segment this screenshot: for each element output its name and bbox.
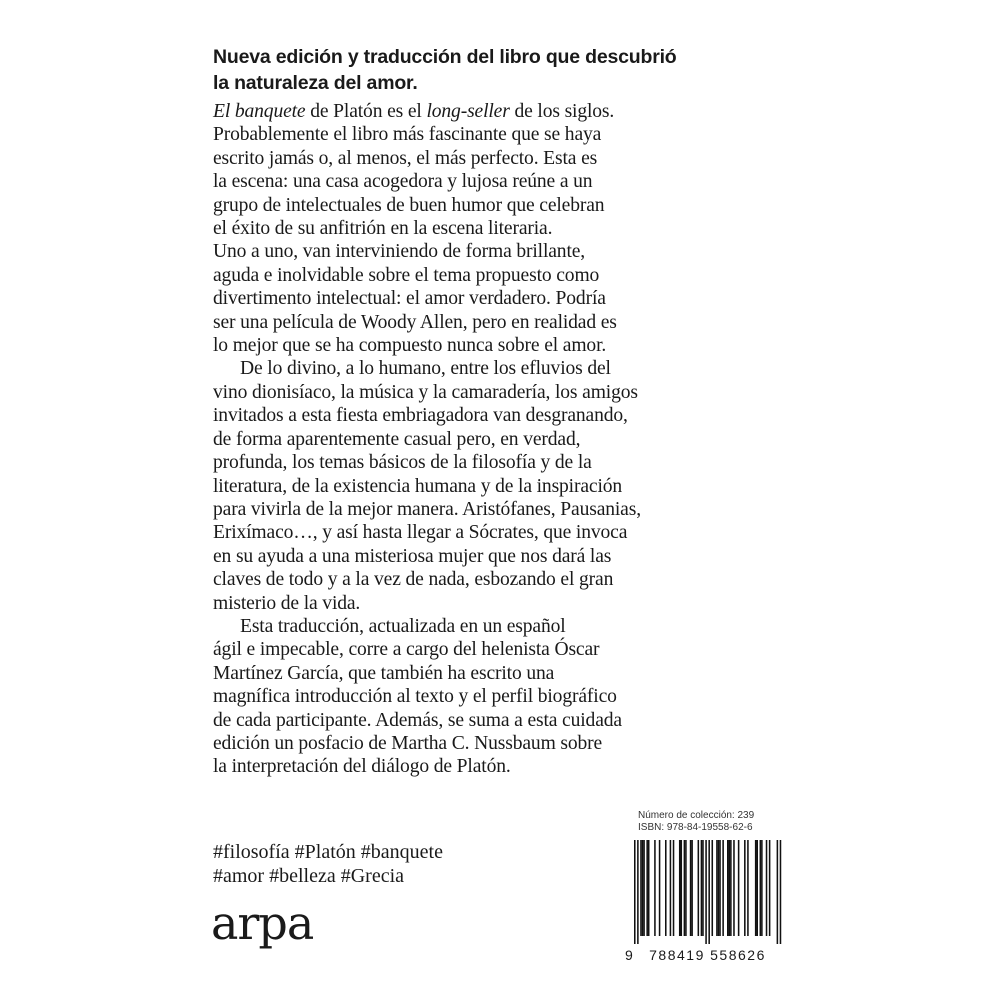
hashtags xyxy=(213,841,443,888)
text-line: escrito jamás o, al menos, el más perfecto. Esta es xyxy=(213,147,598,169)
text-fragment: de Platón es el xyxy=(305,101,427,122)
barcode-bar xyxy=(701,840,703,936)
text-line: misterio de la vida. xyxy=(213,592,361,614)
text-line: Probablemente el libro más fascinante que se haya xyxy=(213,124,602,146)
barcode-bar xyxy=(643,840,645,936)
text-line: profunda, los temas básicos de la filosofía y de la xyxy=(213,452,592,474)
barcode-bar xyxy=(708,840,710,944)
text-line: Martínez García, que también ha escrito una xyxy=(213,662,555,684)
text-line: grupo de intelectuales de buen humor que celebran xyxy=(213,194,605,216)
text-line: edición un posfacio de Martha C. Nussbaum sobre xyxy=(213,732,603,754)
barcode-digits-right: 558626 xyxy=(710,947,766,963)
barcode-bar xyxy=(691,840,693,936)
barcode-bars xyxy=(634,840,781,944)
barcode-bar xyxy=(637,840,639,944)
text-line: claves de todo y a la vez de nada, esbozando el gran xyxy=(213,569,614,591)
barcode-bar xyxy=(673,840,675,936)
barcode-bar xyxy=(780,840,782,944)
long-seller-italic: long-seller xyxy=(426,101,510,122)
collection-number: Número de colección: 239 xyxy=(638,810,755,821)
barcode-bar xyxy=(690,840,692,936)
isbn-text: ISBN: 978-84-19558-62-6 xyxy=(638,822,753,833)
synopsis-paragraph-1 xyxy=(213,100,793,357)
isbn-barcode xyxy=(620,838,782,964)
text-line: ágil e impecable, corre a cargo del helenista Óscar xyxy=(213,639,600,661)
barcode-bar xyxy=(685,840,687,936)
barcode-bar xyxy=(755,840,757,936)
text-line: De lo divino, a lo humano, entre los efluvios del xyxy=(240,358,611,380)
barcode-bar xyxy=(730,840,732,936)
text-line xyxy=(213,100,793,123)
text-line: lo mejor que se ha compuesto nunca sobre el amor. xyxy=(213,335,607,357)
barcode-bar xyxy=(642,840,644,936)
barcode-bar xyxy=(777,840,779,944)
text-line: de cada participante. Además, se suma a esta cuidada xyxy=(213,709,622,731)
hashtags-line-1: #filosofía #Platón #banquete xyxy=(213,841,443,863)
headline-line-1: Nueva edición y traducción del libro que descubrió xyxy=(213,46,677,68)
text-line: vino dionisíaco, la música y la camaradería, los amigos xyxy=(213,381,638,403)
text-line: divertimento intelectual: el amor verdadero. Podría xyxy=(213,288,606,310)
hashtags-line-2: #amor #belleza #Grecia xyxy=(213,864,405,887)
barcode-meta xyxy=(620,810,782,834)
barcode-bar xyxy=(716,840,718,936)
barcode-bar xyxy=(670,840,672,936)
text-line: Erixímaco…, y así hasta llegar a Sócrates, que invoca xyxy=(213,522,628,544)
barcode-bar xyxy=(744,840,746,936)
barcode-bar xyxy=(634,840,636,944)
back-cover-headline xyxy=(213,44,773,96)
publisher-logo: arpa xyxy=(211,896,314,950)
barcode-bar xyxy=(654,840,656,936)
text-line: la escena: una casa acogedora y lujosa reúne a un xyxy=(213,171,593,193)
synopsis-paragraph-2 xyxy=(213,357,793,614)
barcode-bar xyxy=(679,840,681,936)
synopsis-paragraph-3 xyxy=(213,615,793,779)
headline-line-2: la naturaleza del amor. xyxy=(213,72,418,94)
barcode-bar xyxy=(719,840,721,936)
barcode-bar xyxy=(727,840,729,936)
barcode-bar xyxy=(684,840,686,936)
barcode-bar xyxy=(738,840,740,936)
barcode-block xyxy=(620,810,782,965)
barcode-bar xyxy=(705,840,707,944)
barcode-bar xyxy=(729,840,731,936)
synopsis xyxy=(213,100,793,779)
barcode-bar xyxy=(665,840,667,936)
text-line: invitados a esta fiesta embriagadora van desgranando, xyxy=(213,405,628,427)
text-line: en su ayuda a una misteriosa mujer que nos dará las xyxy=(213,545,612,567)
barcode-bar xyxy=(681,840,683,936)
barcode-bar xyxy=(769,840,771,936)
text-line: Uno a uno, van interviniendo de forma brillante, xyxy=(213,241,586,263)
barcode-bar xyxy=(659,840,661,936)
barcode-bar xyxy=(761,840,763,936)
barcode-bar xyxy=(640,840,642,936)
text-line: ser una película de Woody Allen, pero en realidad es xyxy=(213,311,617,333)
barcode-bar xyxy=(766,840,768,936)
text-line: el éxito de su anfitrión en la escena literaria. xyxy=(213,218,553,240)
text-line: aguda e inolvidable sobre el tema propuesto como xyxy=(213,264,600,286)
barcode-bar xyxy=(756,840,758,936)
barcode-bar xyxy=(698,840,700,936)
barcode-bar xyxy=(733,840,735,936)
barcode-digits-left: 788419 xyxy=(649,947,705,963)
barcode-bar xyxy=(646,840,648,936)
barcode-bar xyxy=(760,840,762,936)
text-line: para vivirla de la mejor manera. Aristófanes, Pausanias, xyxy=(213,498,641,520)
text-line: literatura, de la existencia humana y de la inspiración xyxy=(213,475,623,497)
text-fragment: de los siglos. xyxy=(509,101,615,122)
text-line: de forma aparentemente casual pero, en verdad, xyxy=(213,428,581,450)
barcode-bar xyxy=(712,840,714,936)
text-line: magnífica introducción al texto y el perfil biográfico xyxy=(213,686,617,708)
barcode-bar xyxy=(702,840,704,936)
book-title-italic: El banquete xyxy=(213,101,306,122)
barcode-bar xyxy=(648,840,650,936)
barcode-bar xyxy=(747,840,749,936)
barcode-bar xyxy=(722,840,724,936)
text-line: la interpretación del diálogo de Platón. xyxy=(213,756,511,778)
barcode-bar xyxy=(718,840,720,936)
text-line: Esta traducción, actualizada en un español xyxy=(240,615,566,637)
barcode-digit-first: 9 xyxy=(625,947,633,963)
